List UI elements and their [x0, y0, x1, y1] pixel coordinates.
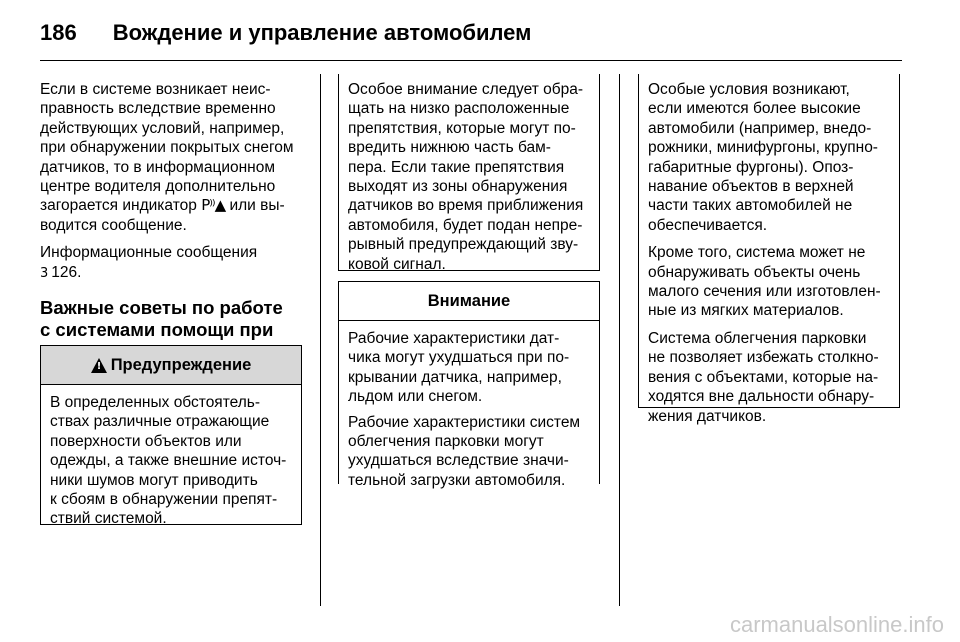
column-1 [40, 80, 304, 377]
info-reference [40, 243, 304, 283]
warning-triangle-icon [91, 358, 107, 373]
intro-paragraph [40, 80, 304, 235]
intro-text-b: или вы- водится сообщение. [40, 197, 285, 234]
warning-text: В определенных обстоятель- ствах различные отражающие поверхности объектов или одежды, а также внешние источ- ники шумов могут приводить к сбоям в обнаружении препят- ствий системой. [50, 394, 287, 528]
caution-paragraph-1: Рабочие характеристики дат- чика могут ухудшаться при по- крывании датчика, например, льдом или снегом. [348, 330, 570, 406]
caution-paragraph-2: Рабочие характеристики систем облегчения парковки могут ухудшаться вследствие значи- тельной загрузки автомобиля. [348, 413, 581, 489]
watermark: carmanualsonline.info [729, 612, 944, 637]
page-number: 186 [40, 20, 77, 45]
caution-title: Внимание [427, 291, 511, 310]
header-rule [40, 60, 902, 61]
warning-title: Предупреждение [110, 355, 252, 374]
notice-box-column-3 [638, 74, 900, 425]
chapter-title: Вождение и управление автомобилем [112, 20, 532, 45]
parking-assist-indicator-icon: P⁾⁾▲ [201, 196, 226, 215]
warning-box-header [41, 345, 301, 385]
column-3-paragraph-3: Система облегчения парковки не позволяет избежать столкно- вения с объектами, которые на- ходятся вне дальности обнару- жения датчиков. [648, 329, 879, 425]
page-header [40, 16, 531, 50]
notice-text: Особое внимание следует обра- щать на низко расположенные препятствия, которые могут по- вредить нижнюю часть бам- пера. Если такие препятствия выходят из зоны обнаружения датчиков во время приближения автомобиля, будет подан непре- рывный предупреждающий зву- ковой сигнал. [348, 81, 584, 273]
caution-box [338, 281, 600, 489]
reference-arrow-icon: 3 [40, 265, 49, 281]
caution-body [339, 321, 599, 496]
column-3-paragraph-2: Кроме того, система может не обнаруживать объекты очень малого сечения или изготовлен- ные из мягких материалов. [648, 244, 881, 320]
reference-page-link[interactable]: 126. [51, 263, 82, 281]
column-3-paragraph-1: Особые условия возникают, если имеются более высокие автомобили (например, внедо- рожники, минифургоны, крупно- габаритные фургоны). Опоз- навание объектов в верхней части таких автомобилей не обеспечивается. [648, 81, 878, 234]
section-heading: Важные советы по работе с системами помощи при [40, 297, 283, 341]
warning-box [40, 345, 302, 528]
intro-text-a: Если в системе возникает неис- правность вследствие временно действующих условий, например, при обнаружении покрытых снегом датчиков, то в информационном центре водителя дополнительно загорается индикатор [40, 81, 294, 215]
caution-box-header [339, 281, 599, 321]
notice-box-continued [338, 74, 600, 271]
info-reference-text: Информационные сообщения [40, 244, 258, 262]
column-divider-right [619, 74, 620, 606]
column-divider-left [320, 74, 321, 606]
column-3-body [639, 74, 899, 432]
